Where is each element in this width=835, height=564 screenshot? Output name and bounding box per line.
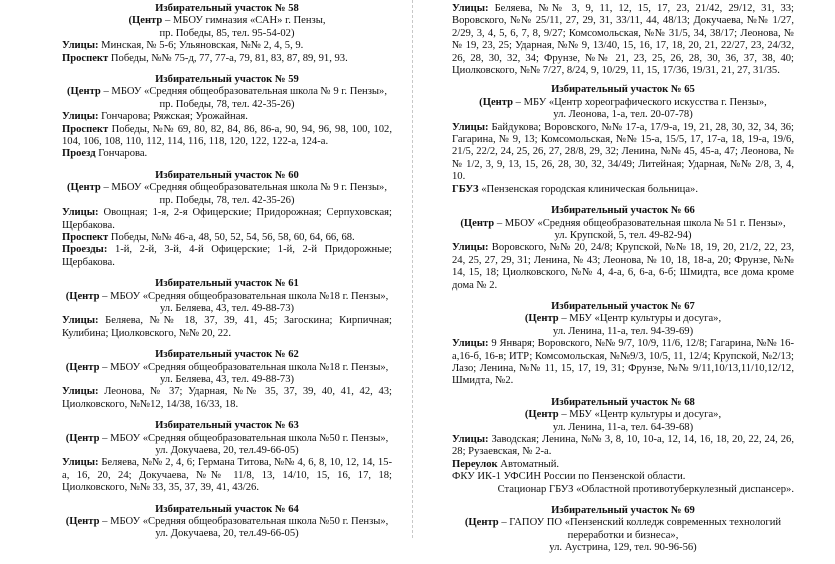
row-text: Победы, №№ 69, 80, 82, 84, 86, 86-а, 90, 94, 96, 98, 100, 102, 104, 106, 108, 110, 112, 114, 116, 118, 120, 122, 122-а, 124-а. bbox=[62, 123, 392, 148]
precinct-center bbox=[62, 362, 392, 374]
precinct-title: Избирательный участок № 61 bbox=[155, 278, 299, 290]
precinct-section bbox=[452, 397, 794, 496]
center-name: – МБОУ «Средняя общеобразовательная школа №18 г. Пензы», bbox=[99, 361, 389, 373]
address-row bbox=[62, 40, 392, 52]
precinct-section bbox=[452, 84, 794, 196]
center-label: (Центр bbox=[460, 217, 495, 229]
address-row bbox=[452, 434, 794, 459]
precinct-header bbox=[452, 301, 794, 338]
row-label: Улицы: bbox=[452, 434, 489, 445]
address-row bbox=[62, 111, 392, 123]
precinct-section bbox=[62, 170, 392, 269]
row-label: ГБУЗ bbox=[452, 183, 479, 195]
precinct-header bbox=[62, 504, 392, 541]
right-column bbox=[452, 3, 794, 564]
precinct-title: Избирательный участок № 60 bbox=[155, 169, 299, 181]
center-name: – МБУ «Центр культуры и досуга», bbox=[558, 313, 722, 325]
precinct-title: Избирательный участок № 58 bbox=[155, 3, 299, 14]
row-label: Проезды: bbox=[62, 244, 108, 256]
row-label: Улицы: bbox=[62, 111, 99, 123]
center-name: – МБУ «Центр хореографического искусства г. Пензы», bbox=[512, 96, 767, 108]
precinct-header bbox=[62, 278, 392, 315]
row-label: Проспект bbox=[62, 52, 109, 64]
row-text: ФКУ ИК-1 УФСИН России по Пензенской области. bbox=[452, 471, 686, 483]
address-row bbox=[62, 315, 392, 340]
center-label: (Центр bbox=[464, 517, 499, 529]
center-label: (Центр bbox=[128, 15, 163, 27]
precinct-center bbox=[62, 433, 392, 445]
precinct-header bbox=[62, 420, 392, 457]
precinct-header bbox=[62, 170, 392, 207]
precinct-title: Избирательный участок № 68 bbox=[551, 396, 695, 408]
precinct-center bbox=[452, 409, 794, 421]
precinct-section bbox=[62, 420, 392, 494]
row-text: Байдукова; Воровского, №№ 17-а, 17/9-а, 19, 21, 28, 30, 32, 34, 36; Гагарина, № 9, 13; Комсомольская, №№ 15-а, 15/5, 17, 17-а, 18, 19-а, 19/6, 21/5, 22/2, 24, 25, 26, 27, 28/8, 29, 32; Ленина, №№ 45, 45-а, 47; Леонова, №№ 1/2, 3, 9, 13, 15, 26, 28, 30, 32, 34/49; Литейная; Ударная, №№ 2/8, 3, 4, 10. bbox=[452, 121, 794, 183]
address-row bbox=[452, 484, 794, 496]
column-divider bbox=[412, 0, 413, 538]
left-column bbox=[62, 3, 392, 550]
row-label: Улицы: bbox=[62, 207, 99, 219]
precinct-title: Избирательный участок № 62 bbox=[155, 349, 299, 361]
precinct-section bbox=[62, 74, 392, 161]
precinct-title: Избирательный участок № 64 bbox=[155, 503, 299, 515]
row-label: Улицы: bbox=[452, 3, 489, 14]
address-row bbox=[62, 386, 392, 411]
center-name: – МБОУ «Средняя общеобразовательная школа № 9 г. Пензы», bbox=[100, 86, 387, 98]
center-label: (Центр bbox=[67, 86, 101, 98]
precinct-header bbox=[452, 397, 794, 434]
center-address: ул. Ленина, 11-а, тел. 64-39-68) bbox=[552, 421, 694, 433]
row-text: Минская, № 5-6; Ульяновская, №№ 2, 4, 5, 9. bbox=[98, 40, 304, 52]
center-address: ул. Крупской, 5, тел. 49-82-94) bbox=[554, 229, 692, 241]
precinct-center bbox=[62, 516, 392, 528]
address-row bbox=[62, 232, 392, 244]
precinct-center bbox=[452, 218, 794, 230]
precinct-section bbox=[62, 3, 392, 65]
center-name: – ГАПОУ ПО «Пензенский колледж современных технологий переработки и бизнеса», bbox=[498, 517, 782, 541]
row-text: Заводская; Ленина, №№ 3, 8, 10, 10-а, 12, 14, 16, 18, 20, 22, 24, 26, 28; Рузаевская, № 2-а. bbox=[452, 434, 794, 458]
address-row bbox=[452, 184, 794, 196]
row-text: 9 Января; Воровского, №№ 9/7, 10/9, 11/6, 12/8; Гагарина, №№ 16-а,16-б, 16-в; ИТР; Комсомольская, №№9/3, 10/5, 11, 12/4; Крупской, №2/13; Лазо; Ленина, №№ 11, 15, 17, 19, 31; Фрунзе, №№ 9/11,10/13,11/10,12/12, Шмидта, №2. bbox=[452, 338, 794, 387]
center-name: – МБОУ «Средняя общеобразовательная школа №50 г. Пензы», bbox=[99, 432, 389, 444]
center-label: (Центр bbox=[65, 516, 100, 528]
row-label: Улицы: bbox=[62, 386, 99, 398]
row-text: Овощная; 1-я, 2-я Офицерские; Придорожная; Серпуховская; Щербакова. bbox=[62, 207, 392, 231]
row-label: Переулок bbox=[452, 458, 498, 470]
continuation-block bbox=[452, 3, 794, 77]
continuation-paragraph bbox=[452, 3, 794, 77]
row-text: Леонова, № 37; Ударная, №№ 35, 37, 39, 40, 41, 42, 43; Циолковского, №№12, 14/38, 16/33, 18. bbox=[62, 386, 392, 410]
center-address: пр. Победы, 78, тел. 42-35-26) bbox=[159, 98, 295, 110]
address-row bbox=[62, 207, 392, 232]
row-text: Стационар ГБУЗ «Областной противотуберкулезный диспансер». bbox=[497, 483, 794, 495]
address-row bbox=[62, 124, 392, 149]
center-label: (Центр bbox=[65, 290, 100, 302]
right-sections bbox=[452, 84, 794, 554]
center-label: (Центр bbox=[65, 361, 100, 373]
row-text: Воровского, №№ 20, 24/8; Крупской, №№ 18, 19, 20, 21/2, 22, 23, 24, 25, 27, 29, 31; Ленина, № 43; Леонова, № 10, 18, 18-а, 20; Фрунзе, №№ 14, 15, 18; Циолковского, №№ 4, 4-а, 6, 6-а, 6-б; Шмидта, все дома кроме дома № 2. bbox=[452, 242, 794, 291]
address-row bbox=[62, 53, 392, 65]
center-address: ул. Беляева, 43, тел. 49-88-73) bbox=[159, 373, 295, 385]
center-label: (Центр bbox=[524, 409, 559, 421]
row-text: Победы, №№ 46-а, 48, 50, 52, 54, 56, 58, 60, 64, 66, 68. bbox=[108, 231, 355, 243]
address-row bbox=[452, 471, 794, 483]
precinct-center bbox=[62, 86, 392, 98]
precinct-center bbox=[62, 182, 392, 194]
center-name: – МБОУ «Средняя общеобразовательная школа №18 г. Пензы», bbox=[99, 290, 389, 302]
row-label: Улицы: bbox=[62, 315, 99, 327]
center-name: – МБОУ «Средняя общеобразовательная школа №50 г. Пензы», bbox=[99, 516, 389, 528]
row-text: Автоматный. bbox=[497, 458, 560, 470]
address-row bbox=[62, 148, 392, 160]
center-address: пр. Победы, 85, тел. 95-54-02) bbox=[159, 27, 295, 39]
row-text: Победы, №№ 75-д, 77, 77-а, 79, 81, 83, 87, 89, 91, 93. bbox=[108, 52, 348, 64]
row-label: Проспект bbox=[62, 231, 109, 243]
precinct-section bbox=[62, 504, 392, 541]
precinct-header bbox=[62, 74, 392, 111]
row-text: Гончарова; Ряжская; Урожайная. bbox=[98, 111, 248, 123]
precinct-section bbox=[452, 301, 794, 388]
address-row bbox=[452, 338, 794, 388]
row-text: 1-й, 2-й, 3-й, 4-й Офицерские; 1-й, 2-й Придорожные; Щербакова. bbox=[62, 244, 392, 268]
row-text: Беляева, №№ 18, 37, 39, 41, 45; Загоскина; Кирпичная; Кулибина; Циолковского, №№ 20, 22. bbox=[62, 315, 392, 339]
precinct-header bbox=[452, 84, 794, 121]
center-name: – МБОУ «Средняя общеобразовательная школа № 9 г. Пензы», bbox=[100, 182, 387, 194]
precinct-title: Избирательный участок № 65 bbox=[551, 84, 695, 96]
address-row bbox=[452, 459, 794, 471]
row-text: Беляева, №№ 3, 9, 11, 12, 15, 17, 23, 21/42, 29/12, 31, 33; Воровского, №№ 25/11, 27, 29, 31, 33/11, 44, 48/13; Докучаева, №№ 1/27, 2/29, 3, 4, 5, 6, 7, 8, 9/27; Комсомольская, №№ 31/5, 34, 38/17; Леонова, №№ 19, 23, 25; Ударная, №№ 9, 13/40, 15, 16, 17, 18, 20, 21, 22/27, 23, 24/32, 26, 28, 30, 32, 34; Фрунзе, №№ 21, 23, 25, 26, 28, 30, 36, 37, 38, 40; Циолковского, №№ 7/27, 8/24, 9, 10/29, 11, 15, 17/36, 19/31, 21, 27, 31/35. bbox=[452, 3, 794, 77]
row-text: Беляева, №№ 2, 4, 6; Германа Титова, №№ 4, 6, 8, 10, 12, 14, 15-а, 16, 20, 24; Докучаева, №№ 11/8, 13, 14/10, 15, 16, 17, 18; Циолковского, №№ 33, 35, 37, 39, 41, 43/26. bbox=[62, 457, 392, 494]
center-label: (Центр bbox=[479, 96, 513, 108]
precinct-center bbox=[62, 15, 392, 27]
row-text: Гончарова. bbox=[95, 148, 148, 160]
row-label: Проспект bbox=[62, 123, 109, 135]
precinct-title: Избирательный участок № 66 bbox=[551, 205, 695, 217]
center-address: ул. Леонова, 1-а, тел. 20-07-78) bbox=[553, 109, 693, 121]
precinct-header bbox=[62, 3, 392, 40]
precinct-header bbox=[62, 349, 392, 386]
center-label: (Центр bbox=[67, 182, 101, 194]
precinct-title: Избирательный участок № 67 bbox=[551, 300, 695, 312]
row-label: Улицы: bbox=[62, 40, 99, 52]
center-address: ул. Докучаева, 20, тел.49-66-05) bbox=[155, 445, 299, 456]
address-row bbox=[62, 457, 392, 494]
row-label: Улицы: bbox=[452, 338, 489, 350]
center-address: ул. Аустрина, 129, тел. 90-96-56) bbox=[549, 542, 697, 554]
center-name: – МБУ «Центр культуры и досуга», bbox=[558, 409, 722, 421]
center-label: (Центр bbox=[524, 313, 559, 325]
row-label: Улицы: bbox=[452, 242, 489, 254]
precinct-section bbox=[452, 505, 794, 555]
center-address: ул. Беляева, 43, тел. 49-88-73) bbox=[159, 302, 295, 314]
precinct-center bbox=[452, 313, 794, 325]
precinct-title: Избирательный участок № 59 bbox=[155, 74, 299, 86]
precinct-section bbox=[62, 278, 392, 340]
precinct-title: Избирательный участок № 69 bbox=[551, 505, 695, 517]
center-address: ул. Ленина, 11-а, тел. 94-39-69) bbox=[552, 325, 694, 337]
address-row bbox=[62, 244, 392, 269]
address-row bbox=[452, 122, 794, 184]
row-label: Проезд bbox=[62, 148, 96, 160]
center-name: – МБОУ гимназия «САН» г. Пензы, bbox=[162, 15, 326, 27]
precinct-header bbox=[452, 205, 794, 242]
precinct-section bbox=[62, 349, 392, 411]
precinct-center bbox=[62, 291, 392, 303]
precinct-title: Избирательный участок № 63 bbox=[155, 420, 299, 432]
row-label: Улицы: bbox=[62, 457, 99, 469]
row-label: Улицы: bbox=[452, 121, 489, 133]
center-address: пр. Победы, 78, тел. 42-35-26) bbox=[159, 194, 295, 206]
precinct-section bbox=[452, 205, 794, 292]
center-address: ул. Докучаева, 20, тел.49-66-05) bbox=[155, 528, 299, 540]
precinct-header bbox=[452, 505, 794, 555]
center-name: – МБОУ «Средняя общеобразовательная школа № 51 г. Пензы», bbox=[494, 217, 786, 229]
precinct-center bbox=[452, 97, 794, 109]
center-label: (Центр bbox=[65, 432, 100, 444]
precinct-center bbox=[452, 517, 794, 542]
address-row bbox=[452, 242, 794, 292]
row-text: «Пензенская городская клиническая больница». bbox=[478, 183, 698, 195]
